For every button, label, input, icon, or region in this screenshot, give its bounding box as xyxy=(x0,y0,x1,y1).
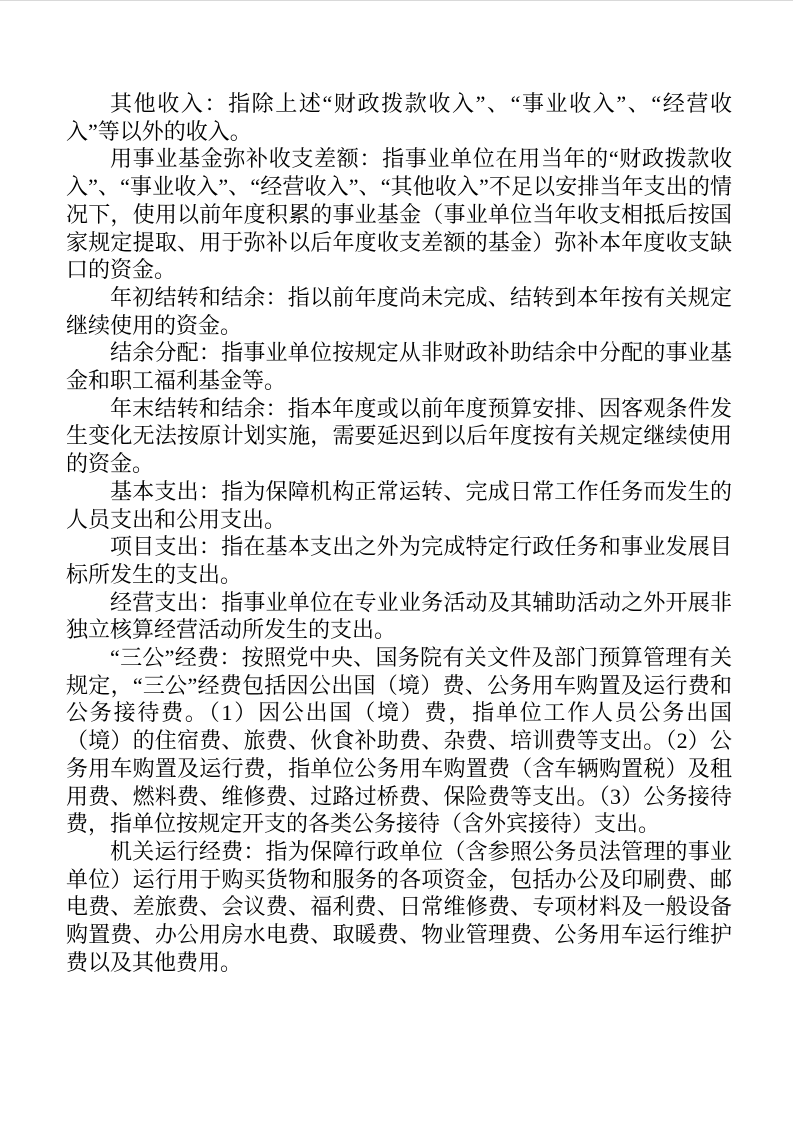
para-basic-expenditure: 基本支出：指为保障机构正常运转、完成日常工作任务而发生的人员支出和公用支出。 xyxy=(66,478,732,532)
para-beginning-of-year-carryover: 年初结转和结余：指以前年度尚未完成、结转到本年按有关规定继续使用的资金。 xyxy=(66,284,732,338)
para-career-fund-deficit-coverage: 用事业基金弥补收支差额：指事业单位在用当年的“财政拨款收入”、“事业收入”、“经营收入”、“其他收入”不足以安排当年支出的情况下，使用以前年度积累的事业基金（事业单位当年收支相抵后按国家规定提取、用于弥补以后年度收支差额的基金）弥补本年度收支缺口的资金。 xyxy=(66,146,732,283)
para-operating-expenditure: 经营支出：指事业单位在专业业务活动及其辅助活动之外开展非独立核算经营活动所发生的支出。 xyxy=(66,589,732,643)
para-three-public-funds: “三公”经费：按照党中央、国务院有关文件及部门预算管理有关规定，“三公”经费包括因公出国（境）费、公务用车购置及运行费和公务接待费。（1）因公出国（境）费，指单位工作人员公务出国（境）的住宿费、旅费、伙食补助费、杂费、培训费等支出。（2）公务用车购置及运行费，指单位公务用车购置费（含车辆购置税）及租用费、燃料费、维修费、过路过桥费、保险费等支出。（3）公务接待费，指单位按规定开支的各类公务接待（含外宾接待）支出。 xyxy=(66,645,732,837)
para-other-income: 其他收入：指除上述“财政拨款收入”、“事业收入”、“经营收入”等以外的收入。 xyxy=(66,91,732,144)
page-top-edge xyxy=(0,0,793,1)
para-project-expenditure: 项目支出：指在基本支出之外为完成特定行政任务和事业发展目标所发生的支出。 xyxy=(66,534,732,587)
para-surplus-distribution: 结余分配：指事业单位按规定从非财政补助结余中分配的事业基金和职工福利基金等。 xyxy=(66,340,732,394)
document-text-block xyxy=(66,90,732,977)
para-year-end-carryover: 年末结转和结余：指本年度或以前年度预算安排、因客观条件发生变化无法按原计划实施，需要延迟到以后年度按有关规定继续使用的资金。 xyxy=(66,395,732,477)
para-agency-operating-funds: 机关运行经费：指为保障行政单位（含参照公务员法管理的事业单位）运行用于购买货物和服务的各项资金，包括办公及印刷费、邮电费、差旅费、会议费、福利费、日常维修费、专项材料及一般设备购置费、办公用房水电费、取暖费、物业管理费、公务用车运行维护费以及其他费用。 xyxy=(66,838,732,975)
